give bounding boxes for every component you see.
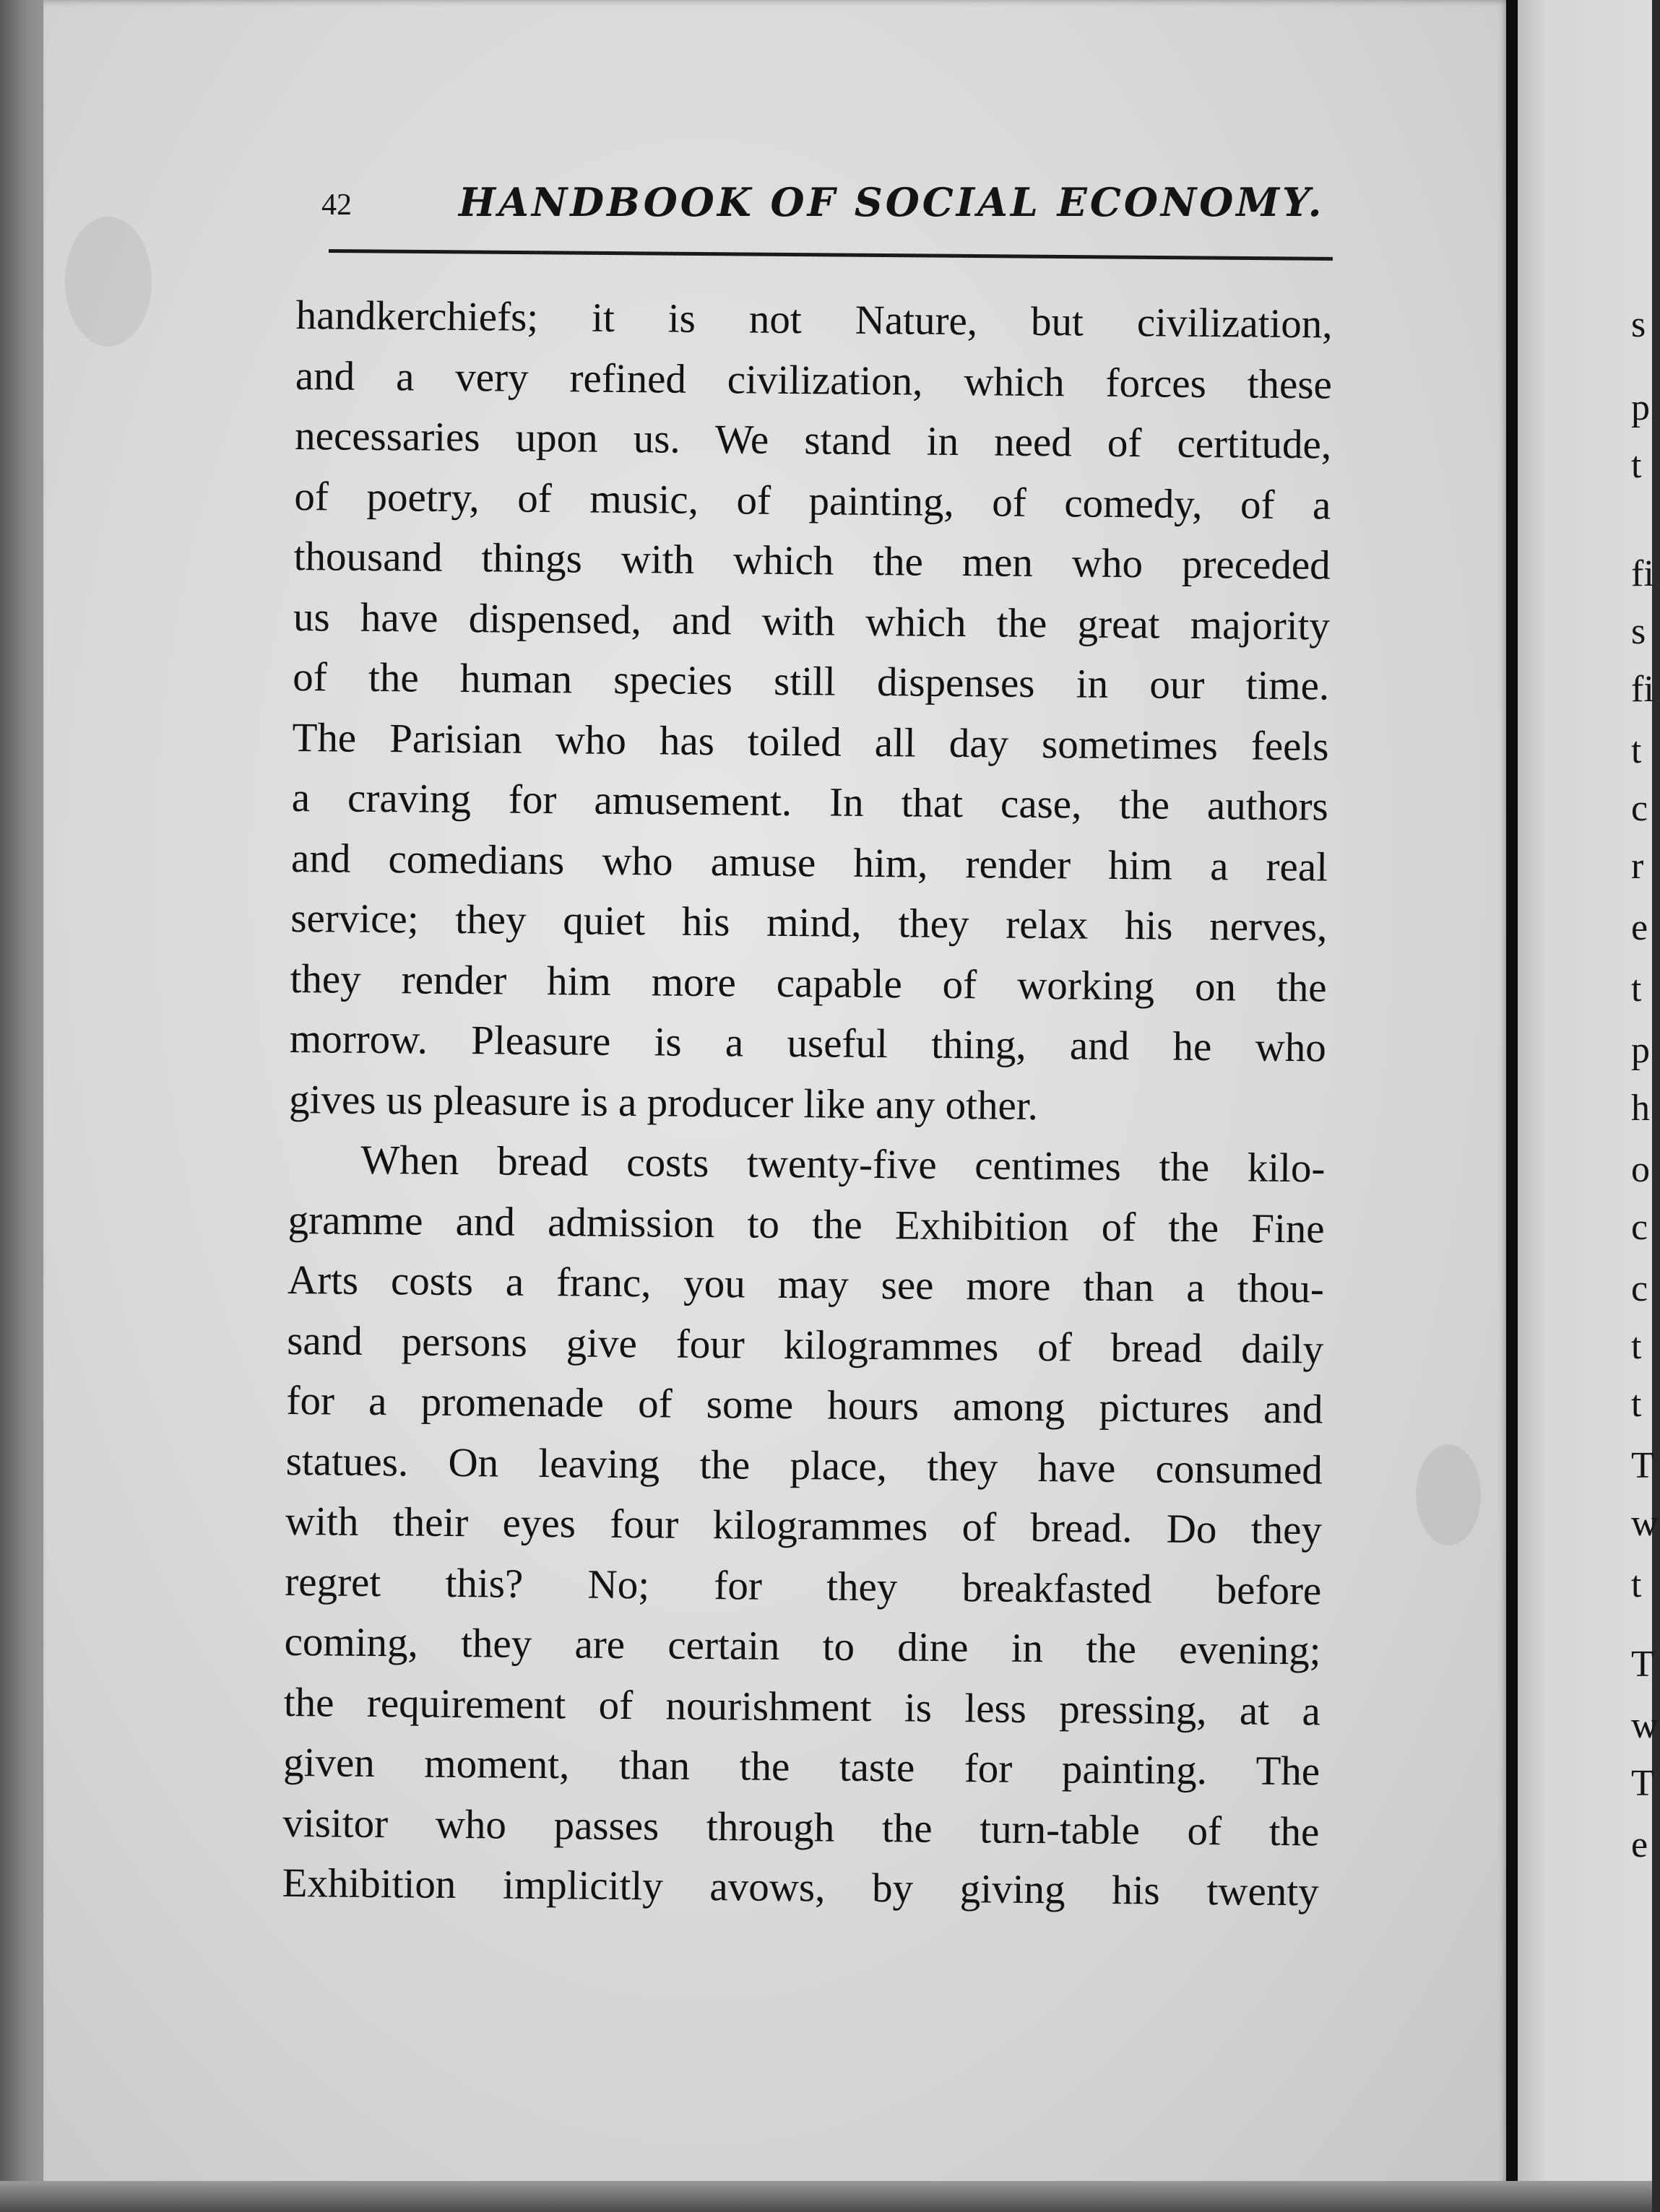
facing-page-fragment: t (1631, 730, 1642, 771)
page-number: 42 (321, 188, 352, 222)
text-line: us have dispensed, and with which the great majority (293, 594, 1331, 649)
text-line: statues. On leaving the place, they have consumed (285, 1438, 1323, 1493)
facing-page-fragment: T (1631, 1644, 1654, 1685)
body-text (282, 285, 1333, 1922)
book-gutter (1506, 0, 1518, 2212)
text-line: the requirement of nourishment is less pressing, at a (283, 1679, 1321, 1734)
facing-page-fragment: w (1631, 1503, 1659, 1544)
text-line: gramme and admission to the Exhibition of the Fine (288, 1197, 1325, 1252)
facing-page-fragment: t (1631, 445, 1642, 486)
facing-page-fragment: r (1631, 846, 1644, 887)
facing-page-fragment: fi (1631, 553, 1654, 594)
facing-page-fragment: o (1631, 1149, 1650, 1190)
text-line: visitor who passes through the turn-table of the (282, 1800, 1320, 1855)
text-line: for a promenade of some hours among pictures and (286, 1377, 1323, 1433)
text-line: sand persons give four kilogrammes of bread daily (286, 1317, 1324, 1372)
facing-page-fragment: t (1631, 1326, 1642, 1367)
facing-page-fragment: s (1631, 304, 1646, 345)
text-line: The Parisian who has toiled all day sometimes feels (292, 714, 1329, 769)
page-header (321, 179, 1333, 244)
facing-page-fragment: t (1631, 1564, 1642, 1605)
text-line: regret this? No; for they breakfasted before (285, 1558, 1322, 1613)
text-line: coming, they are certain to dine in the evening; (284, 1618, 1321, 1674)
facing-page-fragment: h (1631, 1088, 1650, 1129)
facing-page-fragment: c (1631, 1268, 1648, 1309)
facing-page-fragment: e (1631, 1824, 1648, 1865)
text-line: of the human species still dispenses in our time. (292, 654, 1330, 709)
facing-page-fragment: s (1631, 611, 1646, 652)
text-line: they render him more capable of working on the (290, 955, 1327, 1010)
facing-page-fragment: T (1631, 1445, 1654, 1486)
facing-page-fragment: c (1631, 1207, 1648, 1248)
text-line: and comedians who amuse him, render him a real (290, 835, 1328, 890)
facing-page-fragment: T (1631, 1763, 1654, 1804)
text-line: of poetry, of music, of painting, of comedy, of a (294, 473, 1331, 529)
facing-page-fragment: p (1631, 387, 1650, 428)
text-line: service; they quiet his mind, they relax his nerves, (290, 895, 1328, 950)
text-line: Arts costs a franc, you may see more than a thou- (287, 1257, 1325, 1312)
text-line: given moment, than the taste for painting. The (282, 1739, 1320, 1795)
facing-page-fragment: e (1631, 907, 1648, 948)
text-line: gives us pleasure is a producer like any other. (288, 1076, 1039, 1129)
text-line: handkerchiefs; it is not Nature, but civilization, (295, 292, 1333, 347)
paper-stain (1416, 1444, 1481, 1545)
text-line: and a very refined civilization, which forces these (295, 352, 1333, 408)
bottom-edge (0, 2181, 1652, 2212)
paper-stain (65, 217, 152, 347)
running-title: HANDBOOK OF SOCIAL ECONOMY. (459, 179, 1325, 225)
text-line: When bread costs twenty-five centimes the kilo- (360, 1137, 1326, 1192)
facing-page-fragment: t (1631, 968, 1642, 1010)
text-line: with their eyes four kilogrammes of bread. Do they (285, 1498, 1323, 1553)
text-line: morrow. Pleasure is a useful thing, and he who (289, 1015, 1327, 1071)
text-line: thousand things with which the men who preceded (293, 533, 1331, 589)
text-line: a craving for amusement. In that case, the authors (291, 774, 1329, 830)
text-line: Exhibition implicitly avows, by giving his twenty (282, 1860, 1319, 1915)
text-line: necessaries upon us. We stand in need of certitude, (294, 412, 1332, 468)
facing-page-fragment: c (1631, 788, 1648, 829)
facing-page-fragment: p (1631, 1030, 1650, 1071)
facing-page-fragment: w (1631, 1705, 1659, 1746)
facing-page-fragment: fi (1631, 669, 1654, 710)
facing-page-fragment: t (1631, 1384, 1642, 1425)
